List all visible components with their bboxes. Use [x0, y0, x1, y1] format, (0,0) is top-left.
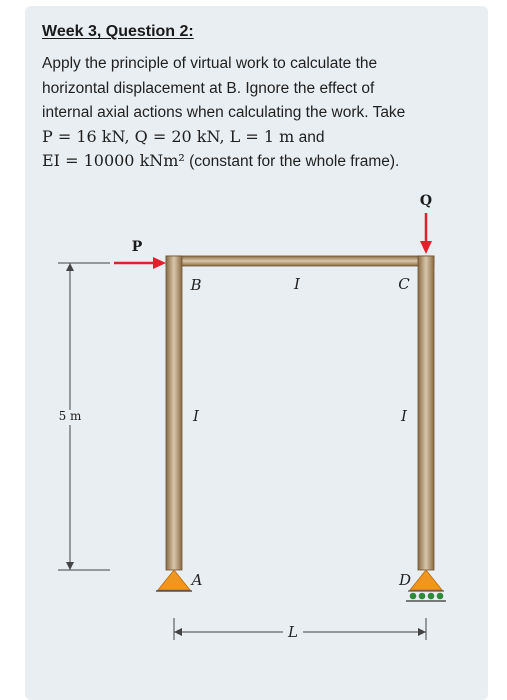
column-AB [166, 256, 182, 570]
load-P-label: P [131, 239, 143, 255]
question-line-3: internal axial actions when calculating the work. Take [42, 104, 406, 121]
question-line-1: Apply the principle of virtual work to calculate the [42, 55, 378, 72]
node-C-label: C [398, 275, 410, 293]
question-heading: Week 3, Question 2: [42, 23, 194, 40]
load-Q-label: Q [419, 193, 433, 209]
load-P-arrowhead [153, 257, 166, 269]
question-line-5-tail: (constant for the whole frame). [184, 153, 400, 170]
load-values: P = 16 kN, Q = 20 kN, L = 1 m [42, 127, 295, 146]
height-dim-label: 5 m [58, 409, 82, 423]
left-column-inertia-label: I [193, 407, 199, 425]
beam-inertia-label: I [294, 275, 300, 293]
beam-BC [166, 256, 434, 266]
question-line-4-tail: and [294, 129, 325, 146]
node-B-label: B [190, 276, 202, 294]
load-Q-arrowhead [420, 241, 432, 254]
width-dimension [174, 618, 426, 640]
width-dim-label: L [288, 623, 298, 641]
stiffness-value: EI = 10000 kNm² [42, 151, 185, 170]
right-column-inertia-label: I [401, 407, 407, 425]
question-line-2: horizontal displacement at B. Ignore the effect of [42, 80, 375, 97]
roller-support-D [406, 570, 446, 601]
pin-support-A [156, 570, 192, 591]
node-D-label: D [398, 571, 412, 589]
column-DC [418, 256, 434, 570]
node-A-label: A [191, 571, 203, 589]
